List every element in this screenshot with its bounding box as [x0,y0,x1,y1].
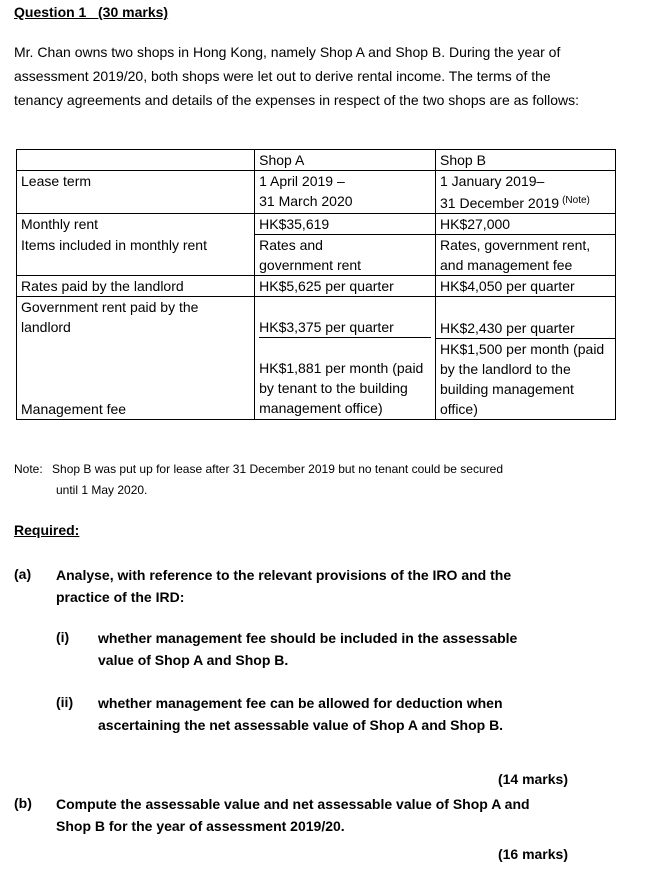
header-shop-b: Shop B [436,150,616,171]
rates-b: HK$4,050 per quarter [436,276,616,297]
table-row [17,297,616,339]
table-row [17,214,616,235]
header-shop-a: Shop A [255,150,436,171]
label-items-included: Items included in monthly rent [17,235,255,276]
part-a-label: (a) [14,566,32,582]
note-text: Shop B was put up for lease after 31 December 2019 but no tenant could be secured [52,462,503,476]
label-mgmt-fee: Management fee [17,338,255,419]
note [14,456,503,483]
part-a-i-label: (i) [56,629,70,645]
items-included-b: Rates, government rent, and management fee [436,235,616,276]
rates-a: HK$5,625 per quarter [255,276,436,297]
part-b-label: (b) [14,795,32,811]
note-marker: (Note) [562,195,590,206]
lease-term-a: 1 April 2019 – 31 March 2020 [255,171,436,214]
intro-paragraph: Mr. Chan owns two shops in Hong Kong, namely Shop A and Shop B. During the year of assessment 2019/20, both shops were let out to derive rental income. The terms of the tenancy agreements and details of the expenses in respect of the two shops are as follows: [14,44,579,108]
shop-details-table [16,149,616,420]
part-a-ii-text: whether management fee can be allowed for deduction when ascertaining the net assessable value of Shop A and Shop B. [98,695,504,733]
label-monthly-rent: Monthly rent [17,214,255,235]
required-heading: Required: [14,522,80,538]
monthly-rent-b: HK$27,000 [436,214,616,235]
label-gov-rent: Government rent paid by the landlord [17,297,255,339]
table-row [17,171,616,214]
part-b-marks: (16 marks) [497,846,568,862]
question-title: Question 1 (30 marks) [14,4,169,20]
part-a-text: Analyse, with reference to the relevant provisions of the IRO and the practice of the IRD: [56,567,512,605]
table-row [17,338,616,419]
gov-rent-a: HK$3,375 per quarter [255,297,436,339]
note-label: Note: [14,462,43,476]
part-a-i-text: whether management fee should be included in the assessable value of Shop A and Shop B. [98,630,518,668]
part-a-ii-label: (ii) [56,694,74,710]
label-lease-term: Lease term [17,171,255,214]
items-included-a: Rates and government rent [255,235,436,276]
mgmt-fee-a: HK$1,881 per month (paid by tenant to the building management office) [255,338,436,419]
gov-rent-b: HK$2,430 per quarter [436,297,616,339]
note-continued: until 1 May 2020. [56,483,148,497]
lease-term-b: 1 January 2019– 31 December 2019 $^{(Note)}$ [436,171,616,214]
part-a-marks: (14 marks) [497,771,568,787]
mgmt-fee-b: HK$1,500 per month (paid by the landlord to the building management office) [436,338,616,419]
table-row [17,235,616,276]
monthly-rent-a: HK$35,619 [255,214,436,235]
label-rates: Rates paid by the landlord [17,276,255,297]
part-b-text: Compute the assessable value and net assessable value of Shop A and Shop B for the year of assessment 2019/20. [56,796,530,834]
table-row [17,276,616,297]
table-row [17,150,616,171]
